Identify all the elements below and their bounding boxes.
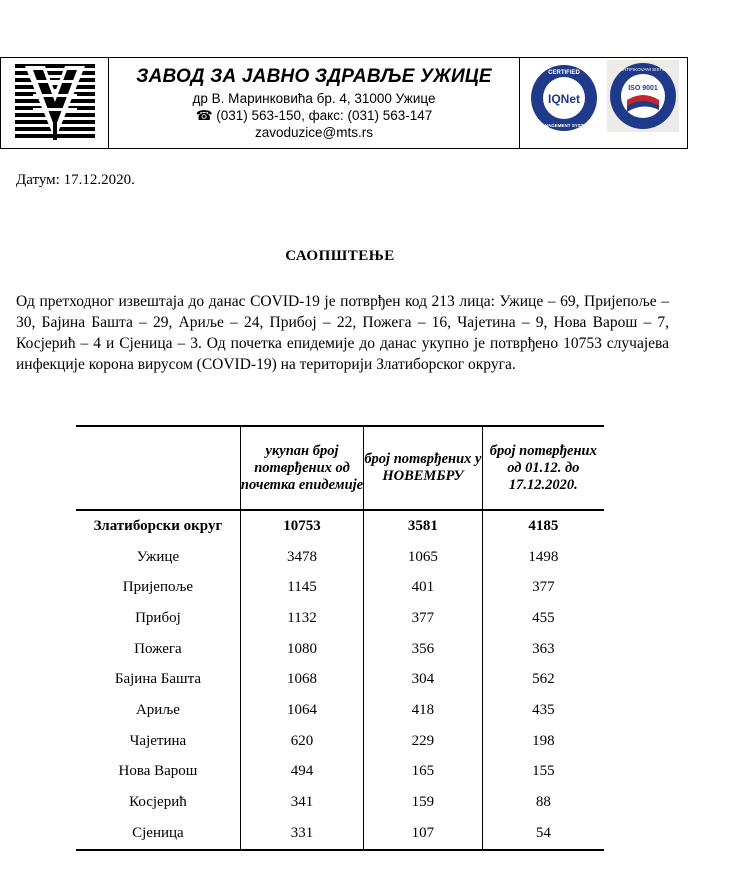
header-cell-region bbox=[76, 426, 240, 510]
cell-december: 377 bbox=[482, 572, 604, 603]
table-row bbox=[76, 634, 604, 665]
cell-region: Пожега bbox=[134, 640, 182, 657]
letterhead bbox=[0, 57, 688, 149]
cell-total: 10753 bbox=[240, 510, 363, 542]
cell-november: 107 bbox=[364, 818, 482, 850]
svg-text:SERTIFIKOVANI SISTEM: SERTIFIKOVANI SISTEM bbox=[617, 67, 669, 72]
cell-november: 229 bbox=[364, 726, 482, 757]
cell-november: 377 bbox=[364, 603, 482, 634]
cell-total: 620 bbox=[240, 726, 363, 757]
header-cell-total-since-start: укупан број потврђених од почетка епидемије bbox=[240, 426, 363, 510]
cell-november: 401 bbox=[364, 572, 482, 603]
cell-november: 165 bbox=[364, 757, 482, 788]
institute-email: zavoduzice@mts.rs bbox=[255, 125, 373, 140]
svg-text:CERTIFIED: CERTIFIED bbox=[548, 70, 580, 76]
table-row bbox=[76, 603, 604, 634]
cell-total: 331 bbox=[240, 818, 363, 850]
cell-december: 4185 bbox=[482, 510, 604, 542]
document-date: Датум: 17.12.2020. bbox=[16, 172, 135, 188]
cell-total: 1068 bbox=[240, 664, 363, 695]
cell-december: 54 bbox=[482, 818, 604, 850]
cell-region: Ужице bbox=[136, 548, 180, 565]
svg-text:MANAGEMENT SYSTEM: MANAGEMENT SYSTEM bbox=[537, 123, 591, 128]
cell-region: Ариље bbox=[135, 701, 180, 718]
table-row bbox=[76, 726, 604, 757]
cell-november: 356 bbox=[364, 634, 482, 665]
cell-november: 1065 bbox=[364, 542, 482, 573]
cell-total: 494 bbox=[240, 757, 363, 788]
svg-text:ISO 9001: ISO 9001 bbox=[628, 85, 658, 92]
cell-december: 562 bbox=[482, 664, 604, 695]
cell-region: Нова Варош bbox=[118, 763, 198, 780]
cell-region: Сјеница bbox=[76, 818, 240, 850]
institute-logo-icon bbox=[11, 62, 99, 144]
table-header-row bbox=[76, 426, 604, 510]
cell-region: Златиборски округ bbox=[93, 517, 223, 534]
institute-address: др В. Маринковића бр. 4, 31000 Ужице bbox=[192, 91, 436, 106]
cell-november: 159 bbox=[364, 787, 482, 818]
table-row bbox=[76, 542, 604, 573]
table-row-district-total bbox=[76, 510, 604, 542]
cell-december: 455 bbox=[482, 603, 604, 634]
cell-region: Прибој bbox=[135, 609, 181, 626]
cell-total: 1080 bbox=[240, 634, 363, 665]
cell-december: 198 bbox=[482, 726, 604, 757]
cell-december: 1498 bbox=[482, 542, 604, 573]
covid-cases-table bbox=[76, 425, 604, 851]
cell-total: 341 bbox=[240, 787, 363, 818]
cell-total: 3478 bbox=[240, 542, 363, 573]
table-row bbox=[76, 695, 604, 726]
cell-december: 363 bbox=[482, 634, 604, 665]
cell-november: 3581 bbox=[364, 510, 482, 542]
header-divider-right bbox=[519, 58, 520, 148]
cell-november: 418 bbox=[364, 695, 482, 726]
institute-phone: ☎ (031) 563-150, факс: (031) 563-147 bbox=[195, 108, 433, 123]
header-cell-november: број потврђених у НОВЕМБРУ bbox=[364, 426, 482, 510]
iqnet-certification-seal-icon bbox=[529, 63, 599, 133]
header-text-block bbox=[109, 64, 519, 141]
cell-region: Пријепоље bbox=[122, 579, 194, 596]
table-row bbox=[76, 757, 604, 788]
announcement-paragraph: Од претходног извештаја до данас COVID-19 је потврђен код 213 лица: Ужице – 69, Пријепоље – 30, Бајина Башта – 29, Ариље – 24, Прибој – 22, Пожега – 16, Чајетина – 9, Нова Варош – 7, Косјерић – 4 и Сјеница – 3. Од почетка епидемије до данас укупно је потврђено 10753 случајева инфекције корона вирусом (COVID-19) на територији Златиборског округа. bbox=[16, 293, 669, 373]
cell-total: 1064 bbox=[240, 695, 363, 726]
cell-december: 88 bbox=[482, 787, 604, 818]
header-cell-december: број потврђених од 01.12. до 17.12.2020. bbox=[482, 426, 604, 510]
cell-total: 1132 bbox=[240, 603, 363, 634]
cell-region: Косјерић bbox=[129, 794, 187, 811]
cell-december: 155 bbox=[482, 757, 604, 788]
table-row bbox=[76, 572, 604, 603]
table-row bbox=[76, 664, 604, 695]
institute-name: ЗАВОД ЗА ЈАВНО ЗДРАВЉЕ УЖИЦЕ bbox=[136, 66, 492, 87]
iso-9001-certification-seal-icon bbox=[607, 60, 679, 132]
document-title: САОПШТЕЊЕ bbox=[285, 248, 395, 264]
table-row bbox=[76, 787, 604, 818]
svg-text:IQNet: IQNet bbox=[547, 92, 581, 106]
table-row bbox=[76, 818, 604, 850]
cell-december: 435 bbox=[482, 695, 604, 726]
cell-region: Чајетина bbox=[129, 732, 187, 749]
cell-total: 1145 bbox=[240, 572, 363, 603]
cell-region: Бајина Башта bbox=[114, 671, 201, 688]
cell-november: 304 bbox=[364, 664, 482, 695]
